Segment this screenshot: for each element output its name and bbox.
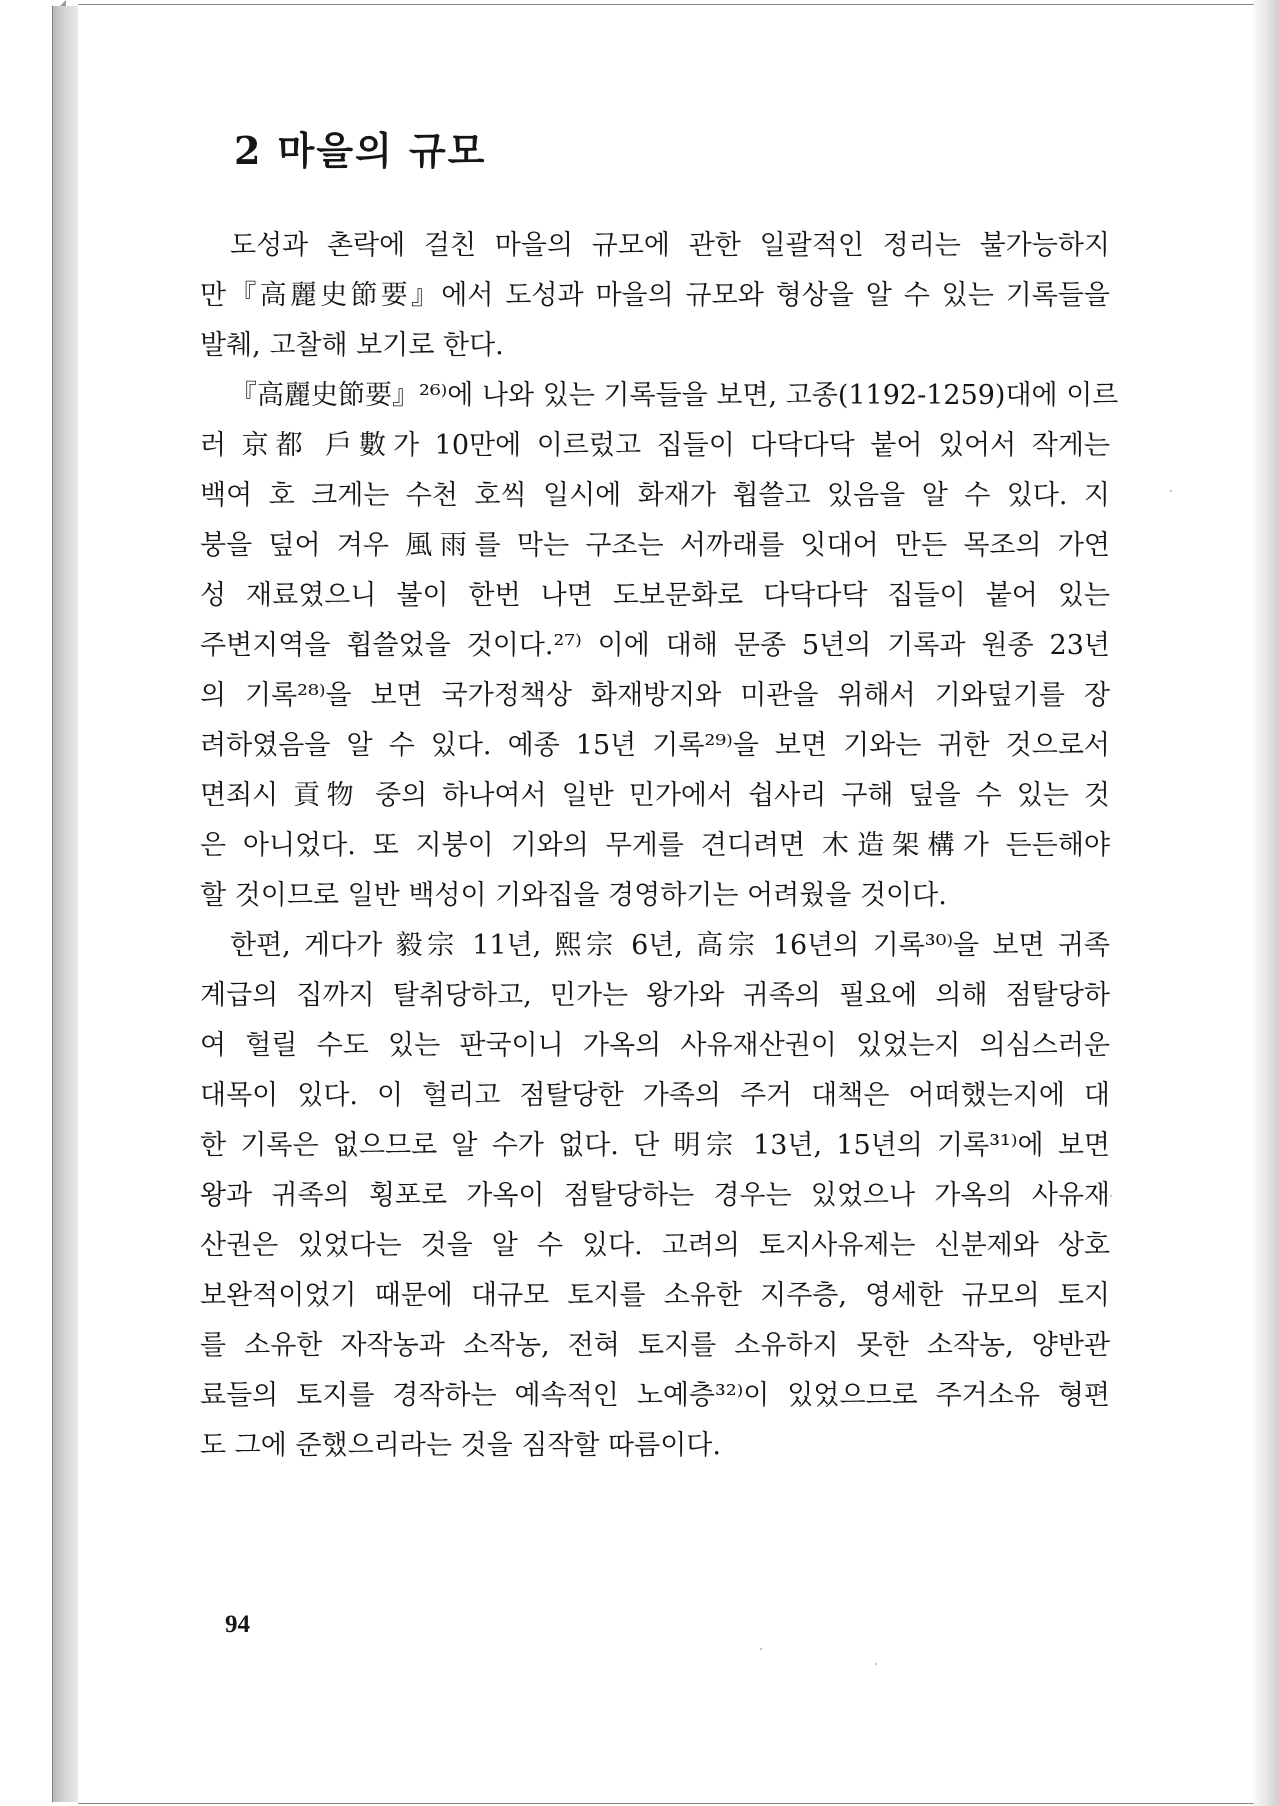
text-line: 한 기록은 없으므로 알 수가 없다. 단 明宗 13년, 15년의 기록³¹⁾에 보면 [200,1130,1110,1161]
body-text [200,221,1119,1471]
text-line: 료들의 토지를 경작하는 예속적인 노예층³²⁾이 있었으므로 주거소유 형편 [200,1380,1110,1411]
text-line: 은 아니었다. 또 지붕이 기와의 무게를 견디려면 木造架構가 든든해야 [200,830,1110,861]
text-line: 도 그에 준했으리라는 것을 짐작할 따름이다. [200,1430,721,1461]
section-heading: 2 마을의 규모 [234,128,487,173]
text-line: 보완적이었기 때문에 대규모 토지를 소유한 지주층, 영세한 규모의 토지 [200,1280,1110,1311]
text-line: 산권은 있었다는 것을 알 수 있다. 고려의 토지사유제는 신분제와 상호 [200,1230,1110,1261]
text-line: 도성과 촌락에 걸친 마을의 규모에 관한 일괄적인 정리는 불가능하지 [230,230,1110,261]
text-line: 발췌, 고찰해 보기로 한다. [200,330,504,361]
text-line: 만『高麗史節要』에서 도성과 마을의 규모와 형상을 알 수 있는 기록들을 [200,280,1110,311]
paper-speck [760,1648,762,1650]
text-line: 왕과 귀족의 횡포로 가옥이 점탈당하는 경우는 있었으나 가옥의 사유재 [200,1180,1110,1211]
text-line: 계급의 집까지 탈취당하고, 민가는 왕가와 귀족의 필요에 의해 점탈당하 [200,980,1110,1011]
text-line: 의 기록²⁸⁾을 보면 국가정책상 화재방지와 미관을 위해서 기와덮기를 장 [200,680,1110,711]
text-line: 붕을 덮어 겨우 風雨를 막는 구조는 서까래를 잇대어 만든 목조의 가연 [200,530,1110,561]
text-line: 한편, 게다가 毅宗 11년, 熙宗 6년, 高宗 16년의 기록³⁰⁾을 보면 귀족 [230,930,1110,961]
text-line: 려하였음을 알 수 있다. 예종 15년 기록²⁹⁾을 보면 기와는 귀한 것으로서 [200,730,1110,761]
paper-speck [1110,1195,1112,1197]
paper-speck [875,1663,877,1665]
text-line: 『高麗史節要』²⁶⁾에 나와 있는 기록들을 보면, 고종(1192-1259)대에 이르 [230,380,1119,411]
text-line: 대목이 있다. 이 헐리고 점탈당한 가족의 주거 대책은 어떠했는지에 대 [200,1080,1110,1111]
text-line: 할 것이므로 일반 백성이 기와집을 경영하기는 어려웠을 것이다. [200,880,947,911]
paper-speck [1170,490,1172,492]
text-line: 주변지역을 휩쓸었을 것이다.²⁷⁾ 이에 대해 문종 5년의 기록과 원종 23년 [200,630,1110,661]
book-spine-edge [52,6,79,1802]
text-line: 백여 호 크게는 수천 호씩 일시에 화재가 휩쓸고 있음을 알 수 있다. 지 [200,480,1110,511]
text-line: 면죄시 貢物 중의 하나여서 일반 민가에서 쉽사리 구해 덮을 수 있는 것 [200,780,1110,811]
text-line: 러 京都 戶數가 10만에 이르렀고 집들이 다닥다닥 붙어 있어서 작게는 [200,430,1110,461]
text-line: 여 헐릴 수도 있는 판국이니 가옥의 사유재산권이 있었는지 의심스러운 [200,1030,1110,1061]
page-number: 94 [225,1611,250,1638]
text-line: 를 소유한 자작농과 소작농, 전혀 토지를 소유하지 못한 소작농, 양반관 [200,1330,1110,1361]
text-line: 성 재료였으니 불이 한번 나면 도보문화로 다닥다닥 집들이 붙어 있는 [200,580,1110,611]
page-right-shadow [1251,0,1279,1806]
